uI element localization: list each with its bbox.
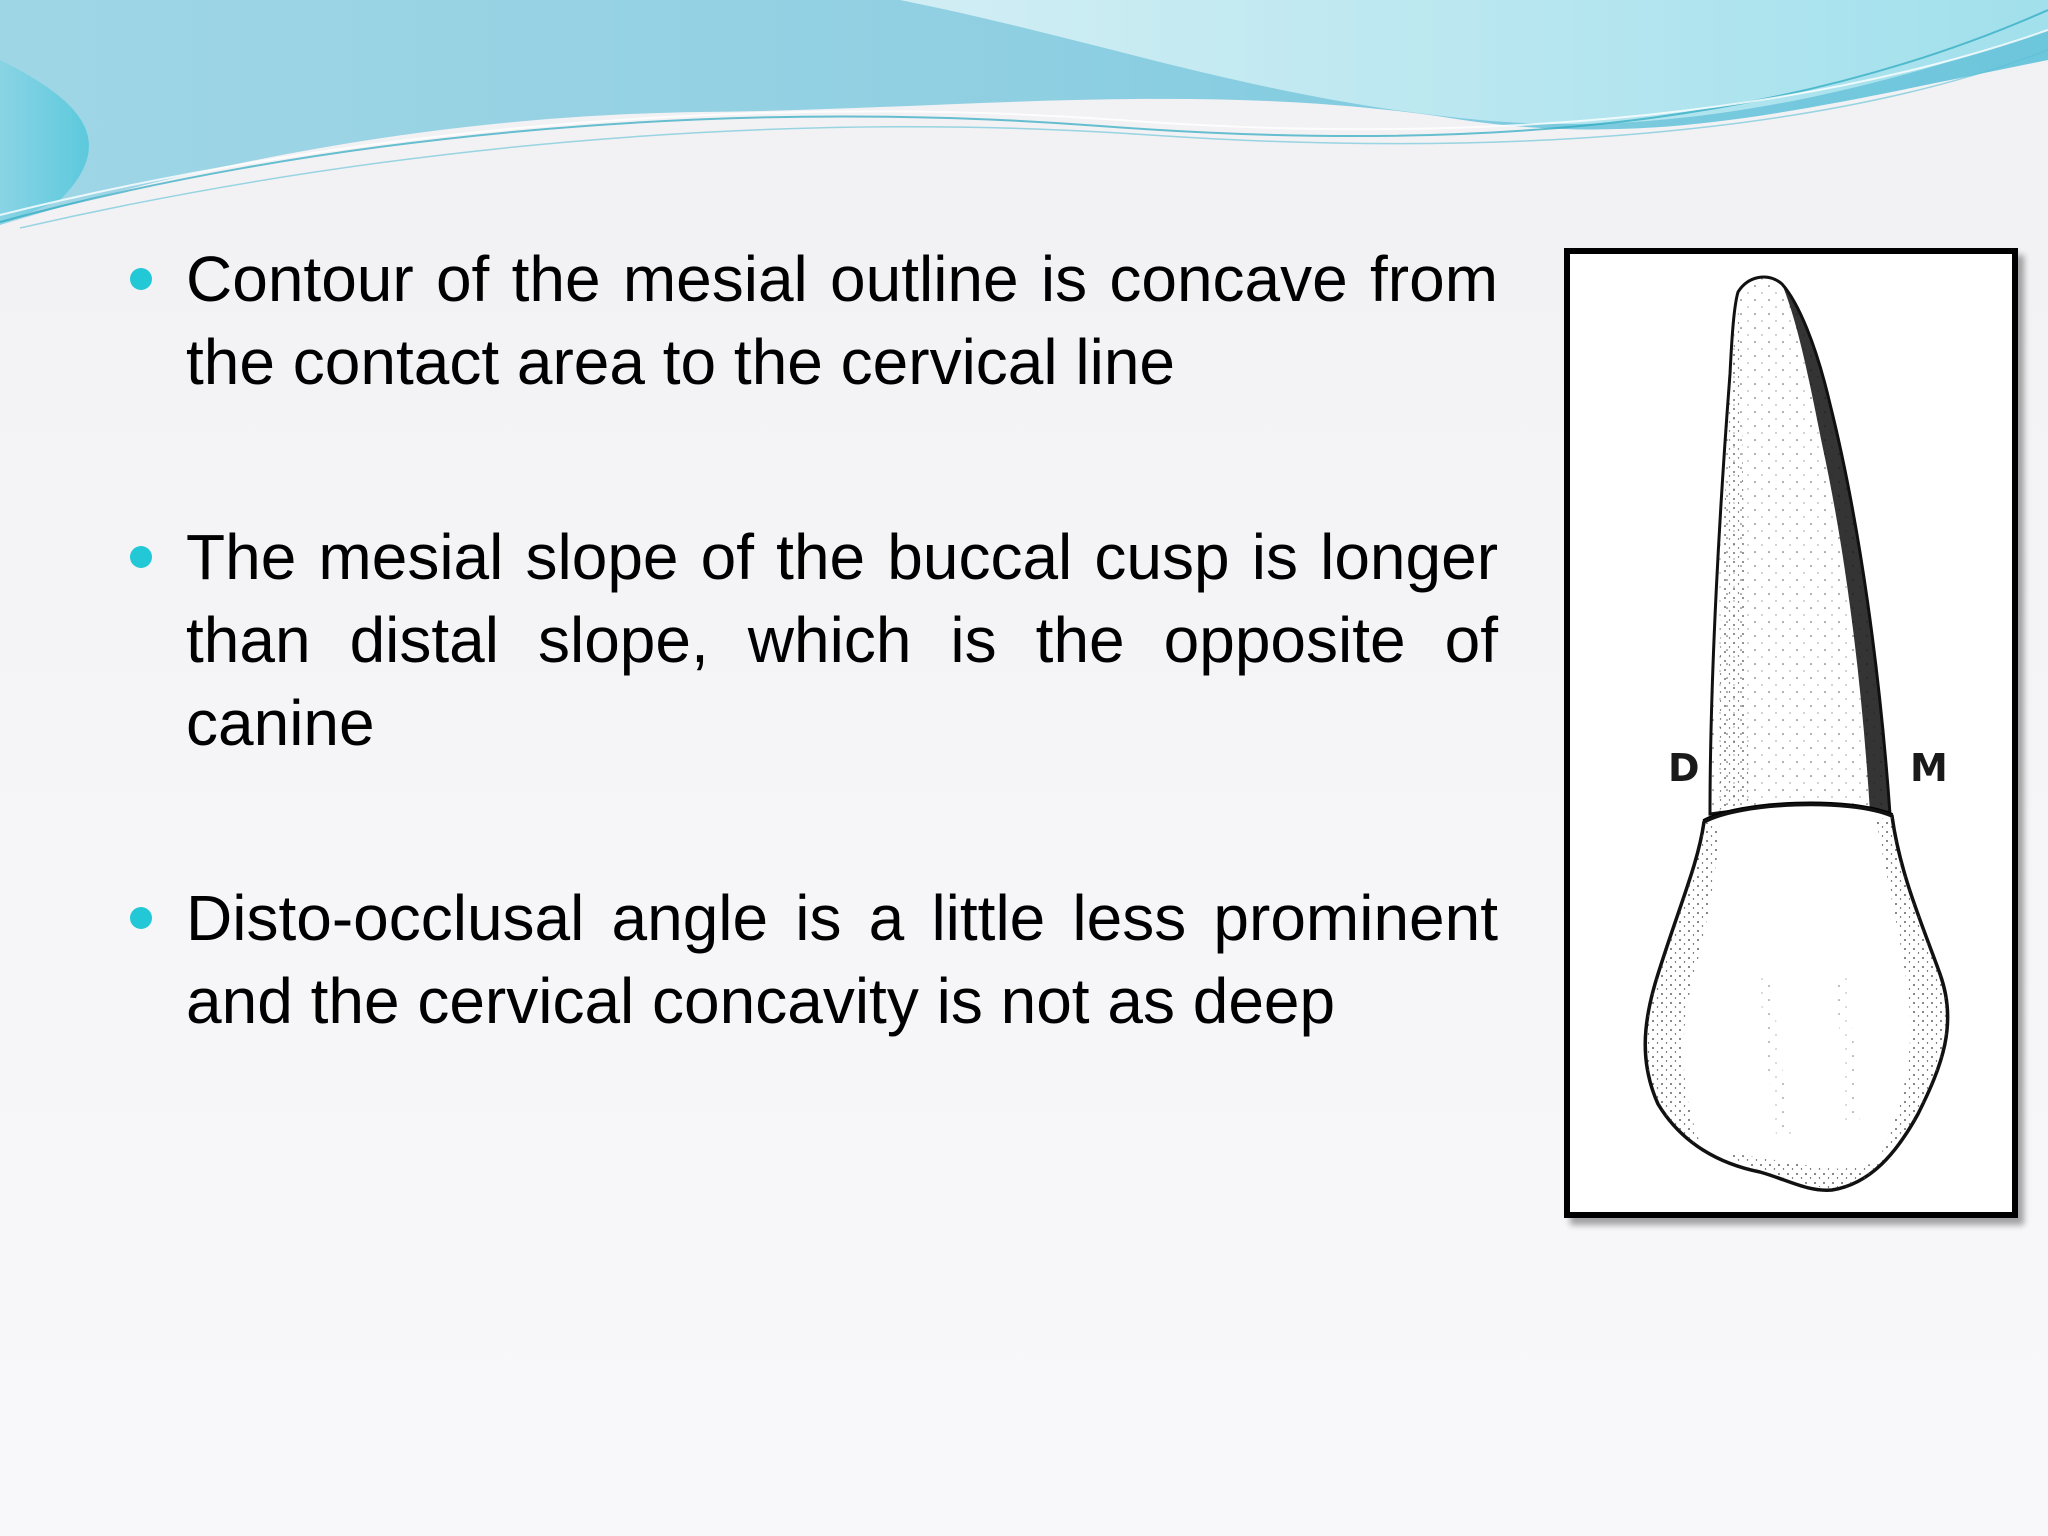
figure-label-mesial: M [1910, 746, 1948, 790]
bullet-item [126, 877, 1498, 1043]
bullet-text: Contour of the mesial outline is concave from the contact area to the cervical line [186, 243, 1498, 398]
figure-label-distal: D [1668, 746, 1700, 790]
bullet-item [126, 516, 1498, 765]
tooth-figure-frame [1564, 248, 2018, 1218]
bullet-text: The mesial slope of the buccal cusp is longer than distal slope, which is the opposite of canine [186, 521, 1498, 759]
bullet-dot-icon [130, 546, 152, 568]
bullet-dot-icon [130, 907, 152, 929]
tooth-illustration-icon [1570, 254, 2012, 1212]
header-wave-decoration [0, 0, 2048, 240]
bullet-dot-icon [130, 268, 152, 290]
bullet-item [126, 238, 1498, 404]
bullet-list [126, 238, 1498, 1043]
bullet-text: Disto-occlusal angle is a little less prominent and the cervical concavity is not as deep [186, 882, 1498, 1037]
